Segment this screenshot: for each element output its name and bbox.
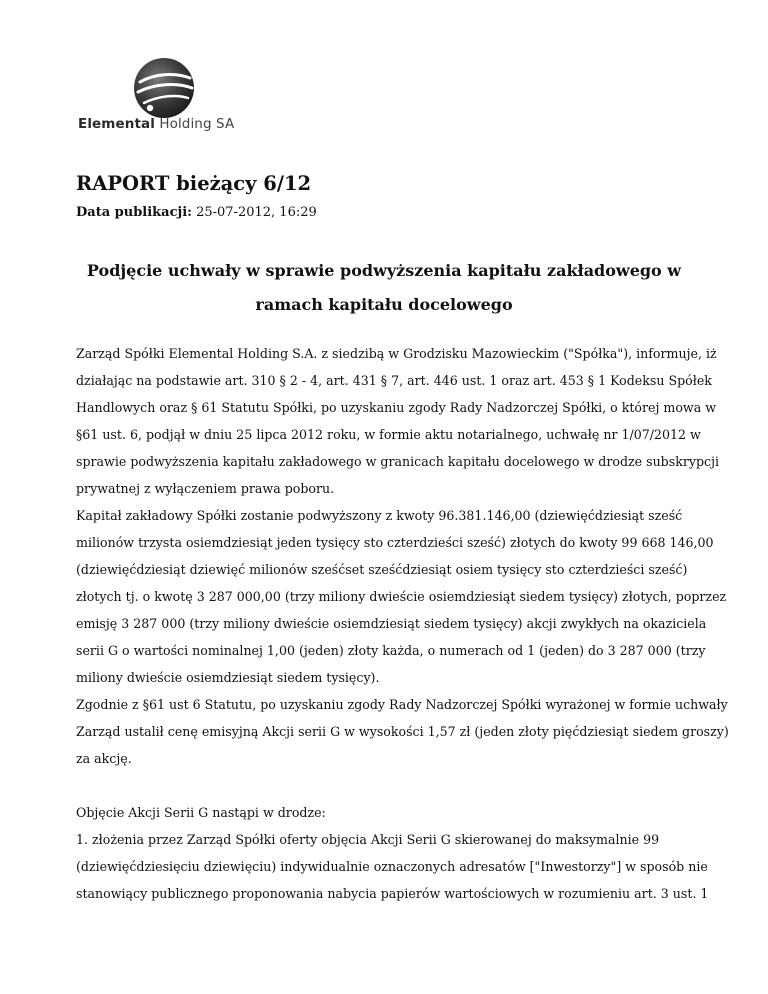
body-line: (dziewięćdziesiąt dziewięć milionów sześćset sześćdziesiąt osiem tysięcy sto czterdzieści sześć) (76, 562, 688, 577)
report-title: RAPORT bieżący 6/12 (76, 172, 312, 195)
body-line: działając na podstawie art. 310 § 2 - 4, art. 431 § 7, art. 446 ust. 1 oraz art. 453 § 1 Kodeksu Spółek (76, 373, 712, 388)
logo-sphere-icon (132, 56, 196, 120)
publication-date-value: 25-07-2012, 16:29 (191, 205, 317, 220)
body-line: prywatnej z wyłączeniem prawa poboru. (76, 481, 335, 496)
body-line: (dziewięćdziesięciu dziewięciu) indywidualnie oznaczonych adresatów ["Inwestorzy"] w sposób nie (76, 859, 708, 874)
company-logo (70, 50, 260, 140)
body-line: emisję 3 287 000 (trzy miliony dwieście osiemdziesiąt siedem tysięcy) akcji zwykłych na okaziciela (76, 616, 707, 631)
logo-brand-bold: Elemental (78, 116, 155, 132)
body-line: miliony dwieście osiemdziesiąt siedem tysięcy). (76, 670, 380, 685)
logo-brand-light: Holding SA (154, 116, 235, 132)
headline-line-1: Podjęcie uchwały w sprawie podwyższenia kapitału zakładowego w (86, 261, 682, 280)
body-line: Handlowych oraz § 61 Statutu Spółki, po uzyskaniu zgody Rady Nadzorczej Spółki, o której mowa w (76, 400, 716, 415)
body-line: §61 ust. 6, podjął w dniu 25 lipca 2012 roku, w formie aktu notarialnego, uchwałę nr 1/07/2012 w (76, 427, 701, 442)
body-line: sprawie podwyższenia kapitału zakładowego w granicach kapitału docelowego w drodze subskrypcji (76, 454, 720, 469)
body-line: 1. złożenia przez Zarząd Spółki oferty objęcia Akcji Serii G skierowanej do maksymalnie 99 (76, 832, 660, 847)
publication-date-label: Data publikacji: (76, 205, 192, 220)
body-line: Zgodnie z §61 ust 6 Statutu, po uzyskaniu zgody Rady Nadzorczej Spółki wyrażonej w formie uchwały (76, 697, 728, 712)
logo-wordmark (78, 116, 234, 132)
body-line: Objęcie Akcji Serii G nastąpi w drodze: (76, 805, 326, 820)
body-line: za akcję. (76, 751, 132, 766)
body-line: Kapitał zakładowy Spółki zostanie podwyższony z kwoty 96.381.146,00 (dziewięćdziesiąt sześć (76, 508, 683, 523)
body-line: Zarząd Spółki Elemental Holding S.A. z siedzibą w Grodzisku Mazowieckim ("Spółka"), informuje, iż (76, 346, 717, 361)
body-line: stanowiący publicznego proponowania nabycia papierów wartościowych w rozumieniu art. 3 ust. 1 (76, 886, 709, 901)
body-line: milionów trzysta osiemdziesiąt jeden tysięcy sto czterdzieści sześć) złotych do kwoty 99 668 146,00 (76, 535, 714, 550)
body-line: złotych tj. o kwotę 3 287 000,00 (trzy miliony dwieście osiemdziesiąt siedem tysięcy) złotych, poprzez (76, 589, 727, 604)
body-line: Zarząd ustalił cenę emisyjną Akcji serii G w wysokości 1,57 zł (jeden złoty pięćdziesiąt siedem groszy) (76, 724, 729, 739)
publication-date (76, 205, 317, 220)
headline-line-2: ramach kapitału docelowego (255, 295, 513, 314)
body-line: serii G o wartości nominalnej 1,00 (jeden) złoty każda, o numerach od 1 (jeden) do 3 287 000 (trzy (76, 643, 706, 658)
